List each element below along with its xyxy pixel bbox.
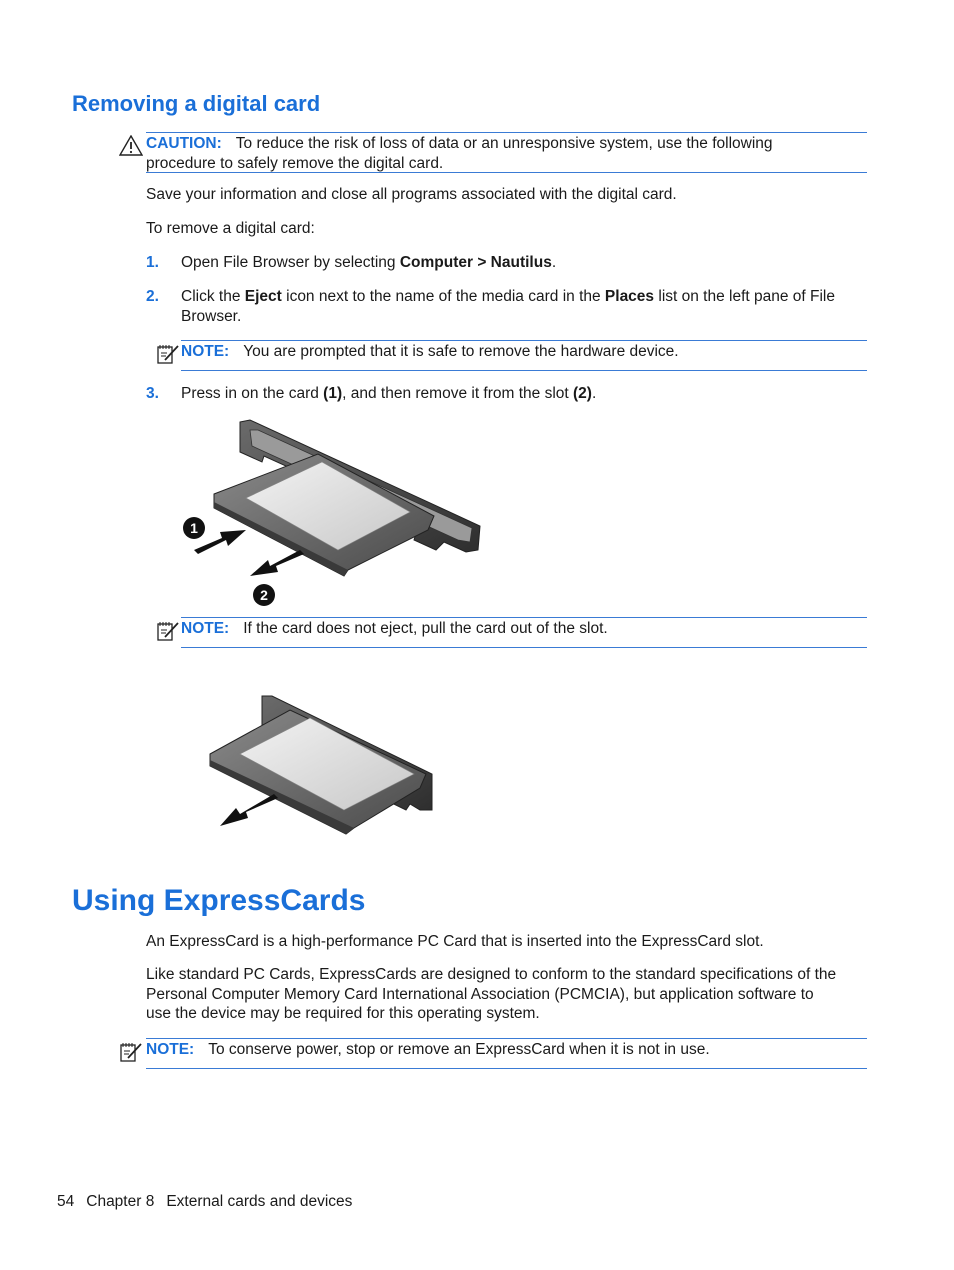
page-footer [57, 1192, 364, 1212]
para-line: Like standard PC Cards, ExpressCards are designed to conform to the standard specifications of the [146, 966, 837, 983]
footer-chapter-title: External cards and devices [166, 1193, 353, 1210]
step-3 [146, 384, 867, 404]
step-bold: Eject [244, 288, 282, 305]
step-text-part: . [551, 254, 557, 271]
step-text [181, 253, 556, 273]
chapter-title: Using ExpressCards [72, 884, 366, 917]
note-text: To conserve power, stop or remove an ExpressCard when it is not in use. [208, 1041, 710, 1058]
step-text-part: , and then remove it from the slot [342, 385, 574, 402]
step-1 [146, 253, 867, 273]
caution-text-line2: procedure to safely remove the digital card. [146, 154, 444, 172]
note-pencil-icon [156, 343, 180, 365]
para-express-standards [146, 965, 867, 1024]
caution-label: CAUTION: [146, 135, 222, 152]
note-pencil-icon [156, 620, 180, 642]
section-title: Removing a digital card [72, 91, 321, 116]
note-callout-2 [181, 617, 867, 648]
note-callout-3 [146, 1038, 867, 1069]
note-pencil-icon [119, 1041, 143, 1063]
page-number: 54 [57, 1193, 75, 1210]
footer-chapter: Chapter 8 [86, 1193, 155, 1210]
step-text-part: icon next to the name of the media card in the [281, 288, 605, 305]
callout-2-text: 2 [260, 587, 268, 603]
step-text-part: Press in on the card [181, 385, 324, 402]
step-text-part: list on the left pane of File [654, 288, 835, 305]
step-bold: (1) [323, 385, 343, 402]
para-intro: To remove a digital card: [146, 220, 315, 237]
remove-arrow-icon [250, 550, 304, 576]
note-text: If the card does not eject, pull the card out of the slot. [243, 620, 608, 637]
remove-arrow-icon [220, 794, 278, 826]
note-label: NOTE: [146, 1041, 195, 1058]
step-bold: Computer > Nautilus [399, 254, 552, 271]
note-text: You are prompted that it is safe to remove the hardware device. [243, 343, 679, 360]
para-express-intro: An ExpressCard is a high-performance PC Card that is inserted into the ExpressCard slot. [146, 933, 764, 950]
step-2 [146, 287, 867, 327]
step-text [181, 384, 596, 404]
step-number: 3. [146, 385, 159, 402]
step-number: 1. [146, 254, 159, 271]
caution-callout [146, 132, 867, 173]
step-text-part: Click the [181, 288, 245, 305]
step-bold: (2) [573, 385, 592, 402]
caution-text-line1: To reduce the risk of loss of data or an unresponsive system, use the following [235, 135, 773, 152]
step-text [181, 287, 867, 326]
card-eject-illustration [178, 418, 488, 610]
note-label: NOTE: [181, 620, 230, 637]
step-text-part: . [591, 385, 597, 402]
note-callout-1 [181, 340, 867, 371]
para-line: use the device may be required for this operating system. [146, 1005, 540, 1022]
step-text-part: Open File Browser by selecting [181, 254, 400, 271]
step-bold: Places [604, 288, 655, 305]
step-text-part: Browser. [181, 307, 242, 325]
para-save: Save your information and close all programs associated with the digital card. [146, 186, 677, 203]
step-number: 2. [146, 288, 159, 305]
note-label: NOTE: [181, 343, 230, 360]
para-line: Personal Computer Memory Card International Association (PCMCIA), but application software to [146, 985, 814, 1003]
caution-triangle-icon [119, 135, 143, 156]
card-pull-illustration [206, 692, 438, 840]
callout-1-text: 1 [190, 520, 198, 536]
